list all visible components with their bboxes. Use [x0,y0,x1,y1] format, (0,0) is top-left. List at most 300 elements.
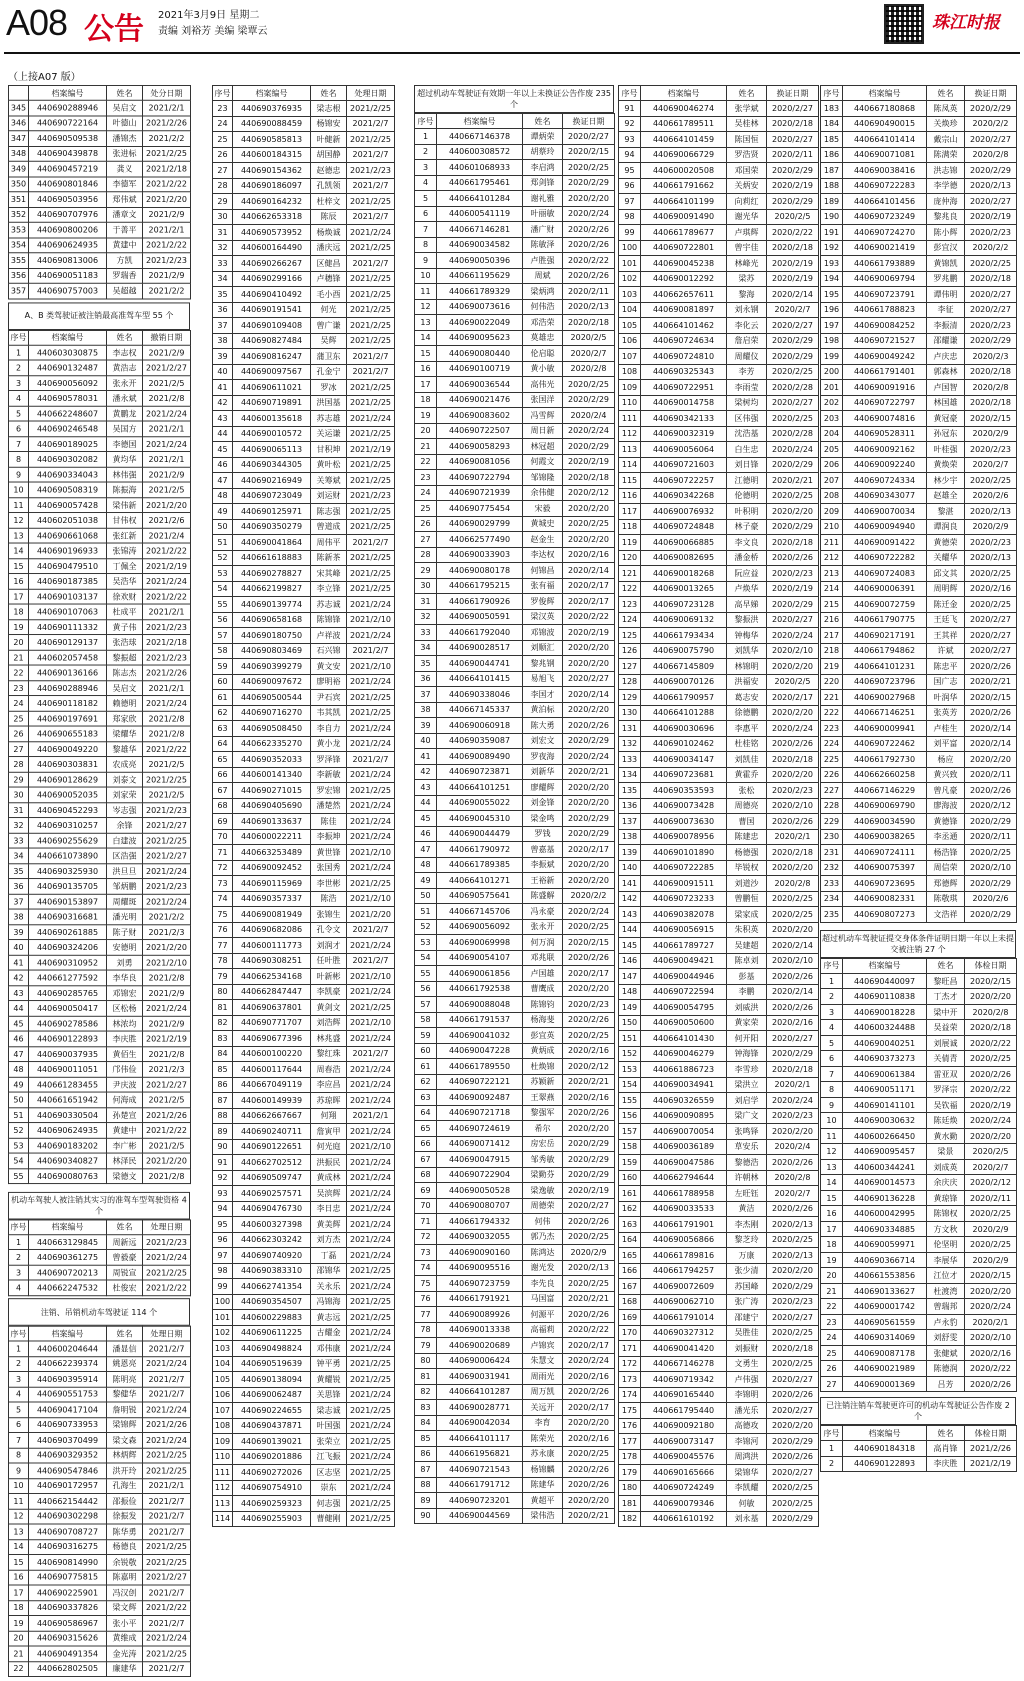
table-row [213,1434,395,1450]
table-cell: 李自力 [311,721,347,737]
table-cell: 440690028517 [437,640,523,656]
table-cell: 440662534168 [233,969,311,985]
table-cell: 梁汉英 [523,609,563,625]
qr-code-icon [884,4,924,44]
table-cell: 28 [9,757,29,772]
table-cell: 440690343077 [843,488,927,504]
table-cell: 440690255629 [29,833,107,848]
table-cell: 440690723233 [641,891,727,907]
table-cell: 34 [9,848,29,863]
table-cell: 21 [415,439,437,455]
table-cell: 2020/2/29 [767,519,819,535]
table-cell: 2021/2/25 [347,1356,395,1372]
table-cell: 2021/2/25 [347,1263,395,1279]
table-cell: 杜渡湾 [927,1283,965,1299]
table-cell: 440690054795 [641,1000,727,1016]
table-cell: 2020/2/22 [965,1035,1017,1051]
table-cell: 173 [619,1372,641,1388]
table-cell: 86 [213,1077,233,1093]
table-row [213,426,395,442]
table-cell: 440690038416 [843,163,927,179]
table-cell: 易旭飞 [523,671,563,687]
table-cell: 2020/2/21 [767,473,819,489]
table-cell: 440661073890 [29,848,107,863]
table-row [415,1400,615,1416]
table-cell: 25 [9,711,29,726]
table-row [415,191,615,207]
table-cell: 廖海波 [927,798,965,814]
table-row [9,1077,191,1092]
table-row [619,1077,819,1093]
table-row [415,1307,615,1323]
table-cell: 2021/2/24 [143,1356,191,1371]
table-row [619,814,819,830]
table-cell: 2020/2/29 [965,907,1017,923]
table-row [619,318,819,334]
table-cell: 440661789385 [437,857,523,873]
table-row [821,907,1017,923]
table-cell: 2021/2/19 [965,1456,1017,1472]
table-cell: 440690724334 [843,473,927,489]
table-row [821,535,1017,551]
table-cell: 440661788823 [843,302,927,318]
table-cell: 440690816247 [233,349,311,365]
table-cell: 440690197691 [29,711,107,726]
table-row [619,442,819,458]
table-cell: 2020/2/27 [767,1031,819,1047]
table-cell: 廖明裕 [311,674,347,690]
table-cell: 177 [619,1434,641,1450]
table-cell: 2021/2/25 [347,302,395,318]
table-cell: 洪开玲 [107,1463,143,1478]
table-cell: 70 [415,1198,437,1214]
table-cell: 52 [9,1123,29,1138]
table-row [9,1341,191,1356]
table-row [9,1661,191,1676]
table-row [619,1403,819,1419]
table-cell: 440667146251 [843,705,927,721]
table-cell: 74 [415,1260,437,1276]
table-cell: 廉建华 [107,1661,143,1676]
table-cell: 2020/2/20 [563,857,615,873]
table-cell: 440600541119 [437,206,523,222]
table-cell: 黎振洪 [727,612,767,628]
table-cell: 209 [821,504,843,520]
table-cell: 黎振超 [107,650,143,665]
table-cell: 2020/2/19 [767,256,819,272]
table-row [415,1322,615,1338]
table-row [821,1175,1017,1191]
table-cell: 孔海生 [107,1478,143,1493]
table-row [9,909,191,924]
table-row [9,1001,191,1016]
table-cell: 李杰刚 [727,1217,767,1233]
table-cell: 440690009941 [843,721,927,737]
table-cell: 23 [821,1314,843,1330]
table-cell: 45 [213,442,233,458]
table-row [821,705,1017,721]
table-cell: 李雪珍 [727,1062,767,1078]
table-cell: 440690033533 [641,1201,727,1217]
table-cell: 李达权 [523,547,563,563]
table-cell: 2021/2/2 [143,909,191,924]
table-cell: 白生忠 [727,442,767,458]
table-row [821,1330,1017,1346]
table-cell: 104 [213,1356,233,1372]
column-header: 序号 [821,1426,843,1441]
table-cell: 92 [213,1170,233,1186]
table-cell: 潘显信 [107,1341,143,1356]
table-row [415,1198,615,1214]
table-cell: 440690013265 [641,581,727,597]
table-cell: 440690010572 [233,426,311,442]
table-cell: 2021/2/25 [143,772,191,787]
table-cell: 2021/2/25 [347,395,395,411]
table-cell: 440690342268 [641,488,727,504]
table-row [619,1341,819,1357]
table-cell: 440661790775 [843,612,927,628]
table-cell: 440690047915 [437,1152,523,1168]
table-cell: 440690399279 [233,659,311,675]
table-cell: 卢穗锋 [311,271,347,287]
table-row [213,411,395,427]
table-cell: 2021/2/24 [143,696,191,711]
table-row [9,604,191,619]
table-cell: 440690092487 [437,1090,523,1106]
table-cell: 黄均华 [107,452,143,467]
table-cell: 440690094940 [843,519,927,535]
column-header: 档案编号 [843,86,927,101]
table-cell: 2021/2/25 [347,690,395,706]
table-cell: 14 [9,543,29,558]
table-cell: 440690006391 [843,581,927,597]
table-cell: 梁志诚 [311,1403,347,1419]
table-cell: 刘运财 [311,488,347,504]
table-cell: 雷亚双 [927,1066,965,1082]
table-row [9,498,191,513]
table-cell: 2021/2/8 [143,726,191,741]
table-cell: 440690164232 [233,194,311,210]
table-row [9,1463,191,1478]
table-cell: 2020/2/8 [965,147,1017,163]
table-cell: 440690109408 [233,318,311,334]
table-cell: 谢光华 [727,209,767,225]
table-cell: 2021/2/24 [347,814,395,830]
table-cell: 2020/2/5 [965,1144,1017,1160]
table-cell: 刘新华 [523,764,563,780]
table-cell: 2020/2/25 [767,364,819,380]
table-cell: 440661791901 [641,1217,727,1233]
table-row [213,364,395,380]
table-cell: 李凯豪 [311,984,347,1000]
table-cell: 2021/2/10 [347,659,395,675]
table-cell: 440690655183 [29,726,107,741]
table-cell: 440690315626 [29,1631,107,1646]
table-cell: 刘顺汇 [523,640,563,656]
table-cell: 149 [619,1000,641,1016]
table-cell: 118 [619,519,641,535]
table-cell: 18 [415,392,437,408]
table-cell: 2020/2/16 [563,1369,615,1385]
table-cell: 1 [9,1235,29,1250]
table-cell: 440690047228 [437,1043,523,1059]
table-cell: 16 [9,1570,29,1585]
table-cell: 2020/2/11 [563,284,615,300]
table-cell: 135 [619,783,641,799]
table-cell: 2020/2/20 [767,504,819,520]
table-cell: 2020/2/4 [563,408,615,424]
table-cell: 卢锦宾 [523,1338,563,1354]
table-cell: 2020/2/27 [767,1403,819,1419]
table-cell: 440690722904 [437,1167,523,1183]
table-cell: 李先良 [523,1276,563,1292]
table-cell: 2 [821,1456,843,1472]
table-header-row [415,114,615,129]
table-cell: 钟海锋 [727,1046,767,1062]
table-row [213,814,395,830]
table-cell: 2021/2/9 [143,467,191,482]
table-cell: 2020/2/29 [965,876,1017,892]
table-cell: 黄小龙 [311,736,347,752]
table-cell: 72 [213,860,233,876]
table-cell: 23 [213,101,233,117]
table-row [9,1280,191,1295]
table-row [821,333,1017,349]
table-cell: 18 [9,1600,29,1615]
table-cell: 2020/2/13 [563,1260,615,1276]
table-row [821,989,1017,1005]
table-row [619,256,819,272]
table-cell: 文勇生 [727,1356,767,1372]
table-cell: 2021/2/7 [347,922,395,938]
table-row [415,1167,615,1183]
table-cell: 苏志雄 [311,411,347,427]
table-cell: 钟平勇 [311,1356,347,1372]
table-cell: 2020/2/29 [965,163,1017,179]
table-cell: 48 [213,488,233,504]
table-cell: 440690246548 [29,421,107,436]
table-cell: 2020/2/19 [767,581,819,597]
table-cell: 陈满荣 [927,147,965,163]
table-cell: 77 [213,938,233,954]
table-cell: 13 [9,1524,29,1539]
table-cell: 440662303242 [233,1232,311,1248]
table-cell: 115 [619,473,641,489]
table-cell: 352 [9,207,29,222]
table-row [213,1465,395,1481]
table-row [619,767,819,783]
table-cell: 13 [9,528,29,543]
table-cell: 49 [213,504,233,520]
table-row [415,206,615,222]
table-cell: 2020/2/21 [563,1074,615,1090]
table-cell: 440690045576 [641,1449,727,1465]
table-cell: 关炳安 [727,178,767,194]
table-row [9,1169,191,1184]
column-header: 换证日期 [965,86,1017,101]
table-cell: 440690350279 [233,519,311,535]
table-cell: 孙楚宣 [107,1108,143,1123]
table-cell: 154 [619,1077,641,1093]
table-cell: 2021/2/20 [143,192,191,207]
table-cell: 2020/2/25 [563,1229,615,1245]
table-row [619,101,819,117]
table-row [619,1310,819,1326]
table-cell: 2020/2/3 [965,349,1017,365]
table-cell: 张荣立 [311,1434,347,1450]
table-row [619,504,819,520]
table-cell: 345 [9,100,29,115]
table-cell: 2020/2/16 [965,581,1017,597]
table-cell: 区健昌 [311,256,347,272]
table-cell: 440690135705 [29,879,107,894]
table-cell: 杨焕诚 [311,225,347,241]
table-cell: 2021/2/4 [143,528,191,543]
table-cell: 440690012292 [641,271,727,287]
table-cell: 2021/2/24 [347,1449,395,1465]
table-cell: 古耀金 [311,1325,347,1341]
table-cell: 林国雄 [927,395,965,411]
table-cell: 2020/2/19 [563,625,615,641]
table-cell: 张少清 [727,1263,767,1279]
table-cell: 440690724634 [641,333,727,349]
table-row [821,829,1017,845]
table-cell: 141 [619,876,641,892]
table-cell: 19 [9,620,29,635]
table-row [213,876,395,892]
table-cell: 10 [415,268,437,284]
table-cell: 刘金锋 [523,795,563,811]
table-cell: 梁金鸣 [523,811,563,827]
table-cell: 81 [213,1000,233,1016]
table-cell: 440661553856 [843,1268,927,1284]
table-cell: 2020/2/27 [563,671,615,687]
table-row [415,1353,615,1369]
table-cell: 440690092452 [233,860,311,876]
table-cell: 440690288946 [29,100,107,115]
table-row [619,783,819,799]
table-cell: 440662660258 [843,767,927,783]
table-cell: 2021/2/25 [347,1465,395,1481]
table-cell: 2021/2/24 [347,860,395,876]
table-cell: 石兴锦 [311,643,347,659]
table-row [213,581,395,597]
table-cell: 33 [415,625,437,641]
table-cell: 440690066885 [641,535,727,551]
table-cell: 2020/2/26 [767,1387,819,1403]
table-cell: 103 [213,1341,233,1357]
table-cell: 94 [213,1201,233,1217]
table-cell: 440690061384 [843,1066,927,1082]
table-row [213,318,395,334]
table-cell: 440662667667 [233,1108,311,1124]
table-header-row [9,85,191,100]
table-cell: 朱积英 [727,922,767,938]
table-cell: 51 [9,1108,29,1123]
column-header: 档案编号 [233,86,311,101]
table-cell: 李德国 [107,437,143,452]
table-cell: 王其祥 [927,628,965,644]
table-cell: 2020/2/26 [767,736,819,752]
table-row [213,1201,395,1217]
table-cell: 53 [415,935,437,951]
table-row [415,563,615,579]
table-cell: 60 [415,1043,437,1059]
table-cell: 2020/2/22 [563,609,615,625]
table-cell: 440690072759 [843,597,927,613]
table-cell: 2021/2/24 [347,721,395,737]
table-cell: 杨德良 [107,1539,143,1554]
table-cell: 2020/2/8 [965,1004,1017,1020]
table-row [213,1480,395,1496]
table-cell: 440690033903 [437,547,523,563]
table-cell: 221 [821,690,843,706]
table-cell: 440690611225 [233,1325,311,1341]
table-cell: 卢琪辉 [727,225,767,241]
table-cell: 2021/2/24 [347,1170,395,1186]
table-cell: 440690271015 [233,783,311,799]
table-cell: 2020/2/20 [563,656,615,672]
table-cell: 2020/2/29 [767,349,819,365]
table-row [821,628,1017,644]
table-cell: 233 [821,876,843,892]
table-cell: 关耀华 [927,550,965,566]
table-cell: 何志强 [311,1496,347,1512]
table-cell: 关思锋 [311,1387,347,1403]
table-cell: 440690330504 [29,1108,107,1123]
table-cell: 2020/2/27 [767,612,819,628]
table-cell: 2021/2/22 [143,1280,191,1295]
table-cell: 2020/2/7 [563,346,615,362]
table-cell: 70 [213,829,233,845]
table-row [9,696,191,711]
table-cell: 5 [9,406,29,421]
table-row [821,364,1017,380]
table-cell: 曾鹏恒 [727,891,767,907]
table-cell: 88 [415,1477,437,1493]
table-cell: 440690722951 [641,380,727,396]
table-cell: 68 [213,798,233,814]
table-cell: 2020/2/20 [563,795,615,811]
table-cell: 2021/2/5 [143,1092,191,1107]
column-header: 姓名 [107,330,143,345]
table-cell: 227 [821,783,843,799]
table-cell: 2020/2/14 [965,721,1017,737]
table-cell: 194 [821,271,843,287]
table-row [619,519,819,535]
table-cell: 黎湛 [927,504,965,520]
table-cell: 440690092180 [641,1418,727,1434]
table-cell: 19 [9,1616,29,1631]
table-cell: 1 [9,345,29,360]
table-cell: 26 [9,726,29,741]
table-cell: 杜梓文 [311,194,347,210]
table-cell: 2021/2/22 [143,1123,191,1138]
table-row [619,1294,819,1310]
table-row [213,1015,395,1031]
table-cell: 440690340827 [29,1153,107,1168]
column-header: 序号 [9,330,29,345]
column-header: 档案编号 [437,114,523,129]
table-cell: 440690191541 [233,302,311,318]
table-cell: 何锦昌 [523,563,563,579]
table-cell: 20 [9,635,29,650]
table-cell: 440690723759 [437,1276,523,1292]
table-cell: 61 [415,1059,437,1075]
table-cell: 146 [619,953,641,969]
table-cell: 440690457219 [29,161,107,176]
table-row [9,376,191,391]
